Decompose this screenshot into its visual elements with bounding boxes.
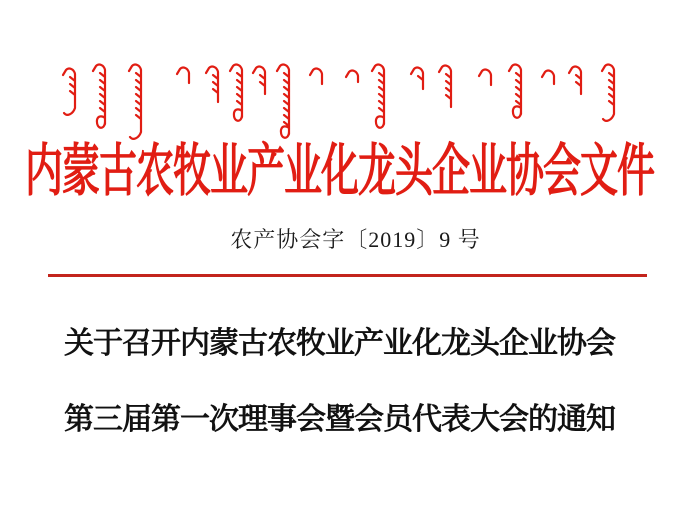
mongolian-word-glyph xyxy=(345,68,367,96)
mongolian-word-glyph xyxy=(62,66,84,122)
mongolian-word-glyph xyxy=(478,67,500,99)
notice-title xyxy=(0,326,679,438)
mongolian-word-glyph xyxy=(252,64,274,108)
red-divider-line xyxy=(48,274,647,277)
org-title: 内蒙古农牧业产业化龙头企业协会文件 xyxy=(24,140,654,204)
mongolian-word-glyph xyxy=(371,62,393,138)
mongolian-word-glyph xyxy=(410,65,432,103)
mongolian-word-glyph xyxy=(508,62,530,128)
mongolian-word-glyph xyxy=(438,63,460,121)
mongolian-word-glyph xyxy=(276,62,298,148)
doc-number: 农产协会字〔2019〕9 号 xyxy=(230,227,481,252)
mongolian-word-glyph xyxy=(309,66,331,98)
notice-title-line2: 第三届第一次理事会暨会员代表大会的通知 xyxy=(64,403,615,436)
notice-title-line1: 关于召开内蒙古农牧业产业化龙头企业协会 xyxy=(64,327,615,360)
mongolian-word-glyph xyxy=(568,64,590,108)
mongolian-word-glyph xyxy=(92,62,114,138)
mongolian-word-glyph xyxy=(541,68,563,98)
mongolian-word-glyph xyxy=(229,62,251,131)
mongolian-word-glyph xyxy=(176,65,198,97)
mongolian-word-glyph xyxy=(128,62,150,146)
mongolian-word-glyph xyxy=(205,64,227,116)
mongolian-word-glyph xyxy=(601,62,623,128)
mongolian-script-banner xyxy=(0,62,679,148)
